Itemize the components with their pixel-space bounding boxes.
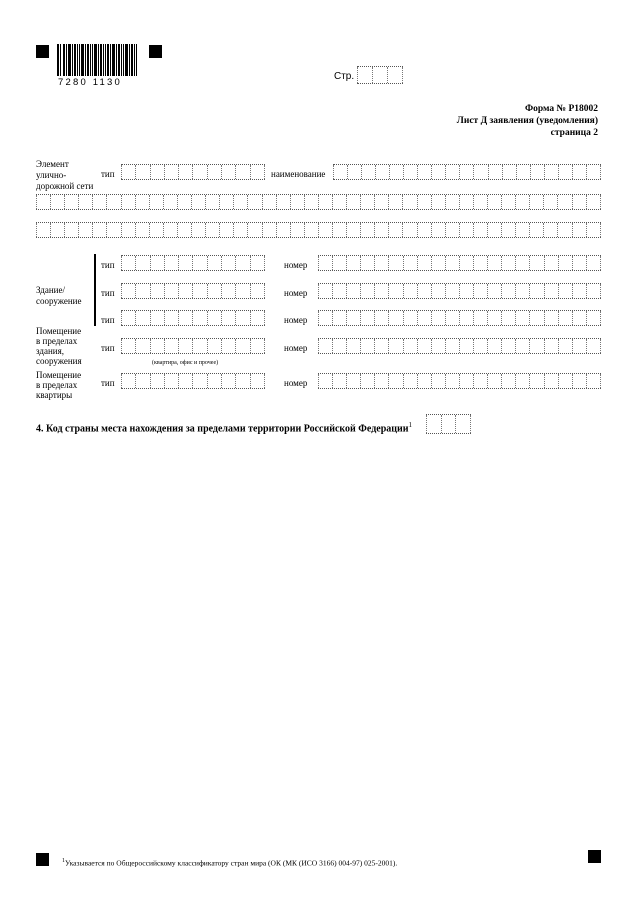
building-type-label-2: тип	[101, 288, 115, 298]
building-type-field-1[interactable]	[121, 255, 265, 271]
section-4-title-text: 4. Код страны места нахождения за пределами территории Российской Федерации	[36, 423, 409, 435]
premises-building-label-2: в пределах	[36, 336, 78, 346]
building-type-field-3[interactable]	[121, 310, 265, 326]
premises-apartment-label-1: Помещение	[36, 370, 82, 380]
sheet-title: Лист Д заявления (уведомления)	[456, 116, 598, 126]
premises-apartment-type-label: тип	[101, 378, 115, 388]
form-number: Форма № Р18002	[524, 104, 598, 114]
premises-building-type-label: тип	[101, 343, 115, 353]
street-label-1: Элемент	[36, 159, 69, 169]
page-number-field[interactable]	[357, 66, 403, 84]
premises-building-hint: (квартира, офис и прочее)	[152, 360, 219, 366]
street-name-field-line-3[interactable]	[36, 222, 601, 238]
barcode-icon	[57, 44, 137, 76]
building-type-label-1: тип	[101, 260, 115, 270]
premises-building-label-4: сооружения	[36, 356, 82, 366]
street-name-field-line-2[interactable]	[36, 194, 601, 210]
section-4-footnote-mark: 1	[408, 421, 413, 429]
footnote	[62, 858, 397, 868]
premises-apartment-number-field[interactable]	[318, 373, 601, 389]
building-number-label-3: номер	[284, 315, 308, 325]
premises-building-type-field[interactable]	[121, 338, 265, 354]
registration-marker-top-right	[149, 45, 162, 58]
premises-apartment-label-3: квартиры	[36, 390, 73, 400]
street-name-field[interactable]	[333, 164, 601, 180]
page-label: Стр.	[334, 71, 355, 82]
footnote-text: Указывается по Общероссийскому классификатору стран мира (ОК (МК (ИСО 3166) 004-97) 025-2001).	[65, 858, 398, 868]
street-label-2: улично-	[36, 170, 67, 180]
building-number-field-3[interactable]	[318, 310, 601, 326]
street-label-3: дорожной сети	[36, 181, 94, 191]
registration-marker-top-left	[36, 45, 49, 58]
building-number-field-1[interactable]	[318, 255, 601, 271]
street-name-label: наименование	[271, 169, 326, 179]
street-type-label: тип	[101, 169, 115, 179]
building-type-field-2[interactable]	[121, 283, 265, 299]
registration-marker-bottom-left	[36, 853, 49, 866]
premises-building-number-label: номер	[284, 343, 308, 353]
building-number-field-2[interactable]	[318, 283, 601, 299]
country-code-field[interactable]	[426, 414, 471, 434]
building-number-label-1: номер	[284, 260, 308, 270]
barcode-number: 7280 1130	[58, 77, 123, 88]
building-number-label-2: номер	[284, 288, 308, 298]
building-bracket	[94, 254, 96, 326]
premises-building-label-3: здания,	[36, 346, 64, 356]
premises-building-number-field[interactable]	[318, 338, 601, 354]
footnote-mark: 1	[62, 858, 65, 864]
premises-apartment-number-label: номер	[284, 378, 308, 388]
section-4-title	[36, 421, 412, 434]
premises-building-label-1: Помещение	[36, 326, 82, 336]
premises-apartment-label-2: в пределах	[36, 380, 78, 390]
premises-apartment-type-field[interactable]	[121, 373, 265, 389]
street-type-field[interactable]	[121, 164, 265, 180]
building-type-label-3: тип	[101, 315, 115, 325]
registration-marker-bottom-right	[588, 850, 601, 863]
building-label-2: сооружение	[36, 296, 82, 306]
building-label-1: Здание/	[36, 285, 65, 295]
sheet-page: страница 2	[550, 128, 598, 138]
